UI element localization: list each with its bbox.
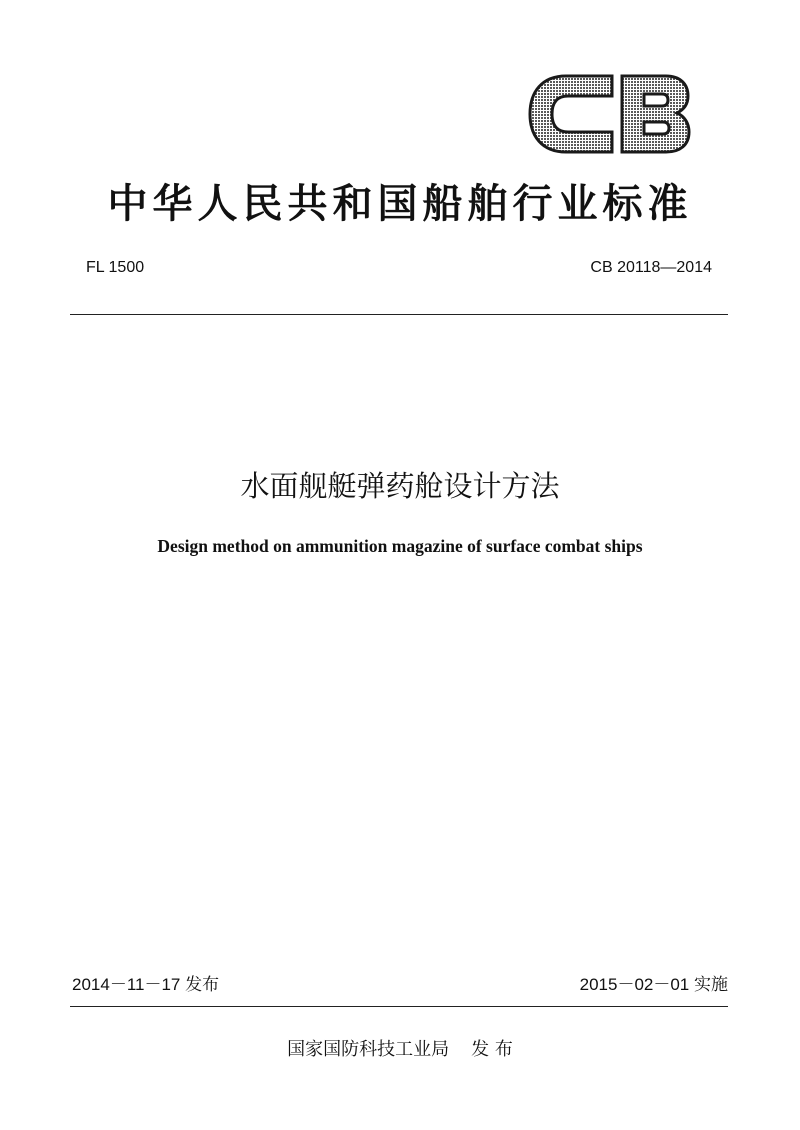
issue-date: 2014－11－17 发布 [72,975,220,994]
cb-logo-icon [526,72,692,156]
footer-divider [70,1006,728,1007]
classification-code: FL 1500 [86,259,145,276]
implementation-date: 2015－02－01 实施 [579,975,728,994]
document-title-en: Design method on ammunition magazine of surface combat ships [157,536,643,556]
issuer-name: 国家国防科技工业局 [287,1039,450,1060]
standard-number: CB 20118—2014 [590,259,712,276]
standard-category-title: 中华人民共和国船舶行业标准 [107,181,693,227]
issuer-action: 发 布 [471,1039,513,1060]
header-divider [70,314,728,315]
document-title-cn: 水面舰艇弹药舱设计方法 [240,469,560,503]
issuer-line [0,1038,800,1062]
